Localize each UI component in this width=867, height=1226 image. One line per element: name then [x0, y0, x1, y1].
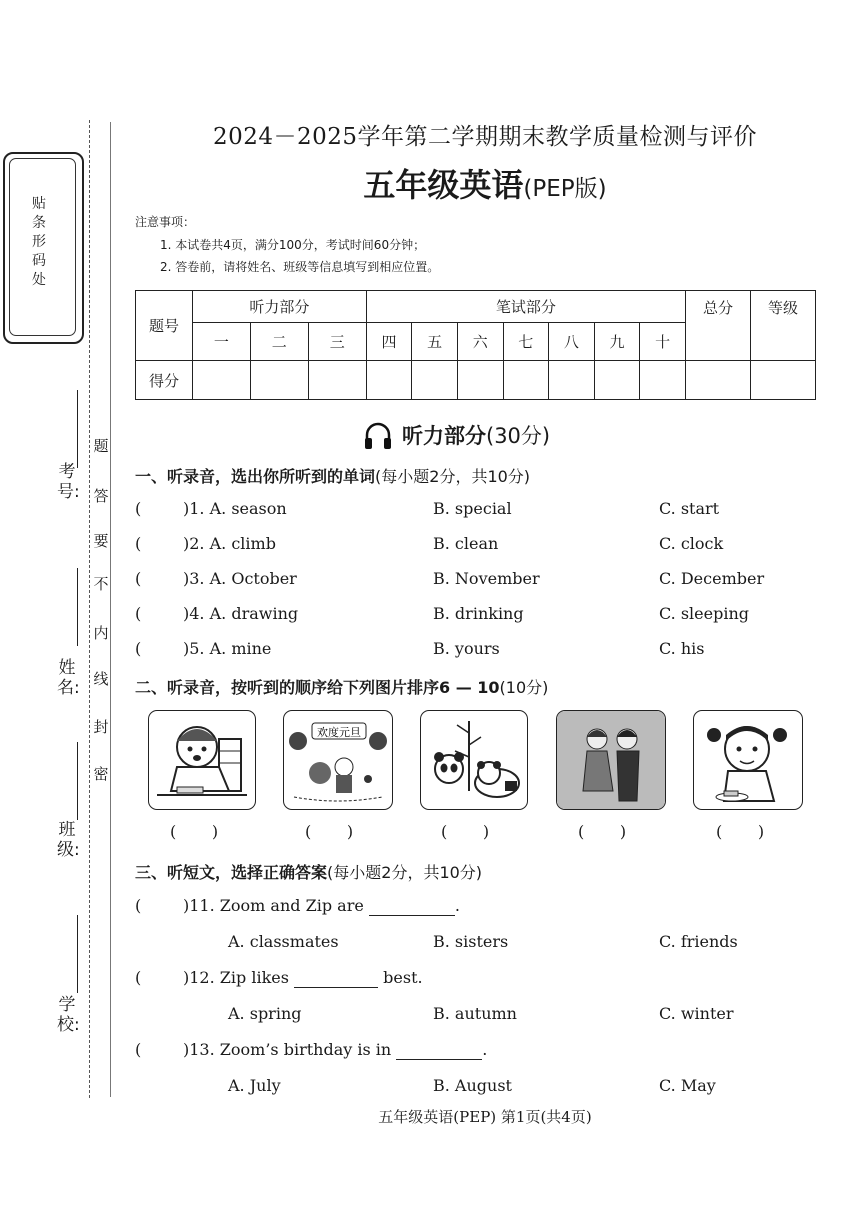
- picture-girl-eating: [693, 710, 803, 810]
- question-number-cell: 九: [594, 323, 640, 361]
- warning-char: 密: [93, 765, 109, 783]
- warning-char: 题: [93, 437, 109, 455]
- barcode-label: [28, 195, 50, 290]
- question-number-cell: 一: [193, 323, 251, 361]
- option-b: B. clean: [433, 534, 499, 553]
- option-b: B. special: [433, 499, 512, 518]
- listening-title: 听力部分: [402, 424, 486, 448]
- picture-answer-paren[interactable]: ( ): [441, 822, 490, 841]
- question-item: )3. A. October: [183, 569, 297, 588]
- question-number-cell: 四: [366, 323, 412, 361]
- option-b: B. yours: [433, 639, 500, 658]
- option-c: C. friends: [659, 932, 738, 951]
- question-stem-text: )12. Zip likes: [183, 968, 289, 987]
- question-stem: [183, 896, 460, 916]
- listening-header-cell: 听力部分: [193, 291, 367, 323]
- headphones-icon: [362, 420, 394, 452]
- option-b: B. sisters: [433, 932, 509, 951]
- exam-subtitle: [110, 160, 860, 206]
- question-stem-text: )11. Zoom and Zip are: [183, 896, 364, 915]
- section2-points: (10分): [499, 678, 549, 697]
- option-a: A. spring: [228, 1004, 302, 1023]
- question-number-cell: 六: [457, 323, 503, 361]
- score-cell[interactable]: [250, 361, 308, 400]
- row-label-question: 题号: [136, 291, 193, 361]
- writing-header-cell: 笔试部分: [366, 291, 685, 323]
- score-cell[interactable]: [594, 361, 640, 400]
- score-table: [135, 290, 816, 400]
- section1-title-text: 一、听录音，选出你所听到的单词: [135, 467, 376, 486]
- warning-char: 答: [93, 487, 109, 505]
- total-header-cell: 总分: [686, 291, 751, 361]
- score-cell[interactable]: [366, 361, 412, 400]
- new-year-image: [284, 711, 392, 809]
- score-cell[interactable]: [193, 361, 251, 400]
- note-item: 1. 本试卷共4页，满分100分，考试时间60分钟；: [160, 238, 426, 252]
- score-cell[interactable]: [640, 361, 686, 400]
- picture-answer-paren[interactable]: ( ): [716, 822, 765, 841]
- name-line[interactable]: [77, 568, 78, 646]
- section1-points: (每小题2分，共10分): [375, 467, 531, 486]
- option-b: B. August: [433, 1076, 512, 1095]
- question-stem-end: .: [454, 896, 460, 915]
- row-label-score: 得分: [136, 361, 193, 400]
- margin-border: [110, 122, 111, 1097]
- picture-answer-paren[interactable]: ( ): [578, 822, 627, 841]
- answer-paren[interactable]: (: [135, 569, 142, 588]
- warning-char: 内: [93, 624, 109, 642]
- option-c: C. December: [659, 569, 765, 588]
- question-item: )4. A. drawing: [183, 604, 299, 623]
- option-b: B. November: [433, 569, 540, 588]
- option-c: C. his: [659, 639, 705, 658]
- question-number-cell: 七: [503, 323, 549, 361]
- question-stem: [183, 1040, 487, 1060]
- warning-char: 不: [93, 575, 109, 593]
- question-item: )1. A. season: [183, 499, 287, 518]
- warning-char: 线: [93, 670, 109, 688]
- question-item: )5. A. mine: [183, 639, 272, 658]
- question-stem-end: best.: [383, 968, 423, 987]
- class-line[interactable]: [77, 742, 78, 820]
- section3-title-text: 三、听短文，选择正确答案: [135, 863, 328, 882]
- page-footer: 五年级英语(PEP) 第1页(共4页): [378, 1108, 592, 1126]
- exam-number-line[interactable]: [77, 390, 78, 468]
- grade-header-cell: 等级: [751, 291, 816, 361]
- school-line[interactable]: [77, 915, 78, 993]
- score-cell[interactable]: [308, 361, 366, 400]
- subject-name: 五年级英语: [363, 166, 524, 204]
- question-stem-text: )13. Zoom’s birthday is in: [183, 1040, 392, 1059]
- answer-paren[interactable]: (: [135, 534, 142, 553]
- pandas-image: [421, 711, 527, 809]
- answer-paren[interactable]: (: [135, 1040, 142, 1059]
- picture-boy-drawing: [148, 710, 256, 810]
- exam-title: 2024－2025学年第二学期期末教学质量检测与评价: [212, 124, 758, 150]
- note-item: 2. 答卷前，请将姓名、班级等信息填写到相应位置。: [160, 260, 440, 274]
- question-number-cell: 十: [640, 323, 686, 361]
- new-year-banner-text: 欢度元旦: [317, 726, 361, 739]
- option-b: B. autumn: [433, 1004, 517, 1023]
- total-score-cell[interactable]: [686, 361, 751, 400]
- score-cell[interactable]: [503, 361, 549, 400]
- grade-cell[interactable]: [751, 361, 816, 400]
- class-label: 班级:: [57, 820, 80, 860]
- question-item: )2. A. climb: [183, 534, 276, 553]
- section2-title-text: 二、听录音，按听到的顺序给下列图片排序6 — 10: [135, 678, 500, 697]
- option-b: B. drinking: [433, 604, 524, 623]
- name-label: 姓名:: [57, 658, 80, 698]
- answer-paren[interactable]: (: [135, 896, 142, 915]
- score-cell[interactable]: [412, 361, 458, 400]
- answer-blank[interactable]: [294, 968, 378, 988]
- answer-paren[interactable]: (: [135, 604, 142, 623]
- picture-pandas: [420, 710, 528, 810]
- answer-paren[interactable]: (: [135, 499, 142, 518]
- answer-blank[interactable]: [396, 1040, 482, 1060]
- picture-answer-paren[interactable]: ( ): [305, 822, 354, 841]
- question-stem-end: .: [482, 1040, 488, 1059]
- section3-points: (每小题2分，共10分): [327, 863, 483, 882]
- notes-heading: 注意事项：: [135, 215, 196, 229]
- barcode-label-text: 贴条形码处: [32, 196, 46, 288]
- cut-line: [89, 120, 90, 1098]
- answer-paren[interactable]: (: [135, 639, 142, 658]
- question-number-cell: 五: [412, 323, 458, 361]
- section2-title: [135, 675, 548, 698]
- picture-two-children: [556, 710, 666, 810]
- listening-section-heading: [402, 420, 550, 450]
- girl-eating-image: [694, 711, 802, 809]
- question-number-cell: 三: [308, 323, 366, 361]
- question-number-cell: 八: [549, 323, 595, 361]
- question-number-cell: 二: [250, 323, 308, 361]
- section1-title: [135, 464, 530, 487]
- score-cell[interactable]: [549, 361, 595, 400]
- option-c: C. start: [659, 499, 720, 518]
- answer-blank[interactable]: [369, 896, 455, 916]
- option-a: A. July: [228, 1076, 281, 1095]
- section3-title: [135, 860, 482, 883]
- answer-paren[interactable]: (: [135, 968, 142, 987]
- warning-char: 封: [93, 718, 109, 736]
- school-label: 学校:: [57, 995, 80, 1035]
- exam-number-label: 考号:: [57, 462, 80, 502]
- listening-points: (30分): [486, 424, 551, 448]
- picture-new-year: [283, 710, 393, 810]
- option-a: A. classmates: [228, 932, 339, 951]
- picture-answer-paren[interactable]: ( ): [170, 822, 219, 841]
- question-stem: [183, 968, 423, 988]
- warning-char: 要: [93, 532, 109, 550]
- edition-label: (PEP版): [523, 176, 607, 202]
- option-c: C. clock: [659, 534, 724, 553]
- score-cell[interactable]: [457, 361, 503, 400]
- two-children-image: [557, 711, 665, 809]
- option-c: C. sleeping: [659, 604, 750, 623]
- option-c: C. winter: [659, 1004, 734, 1023]
- option-c: C. May: [659, 1076, 716, 1095]
- boy-at-desk-image: [149, 711, 255, 809]
